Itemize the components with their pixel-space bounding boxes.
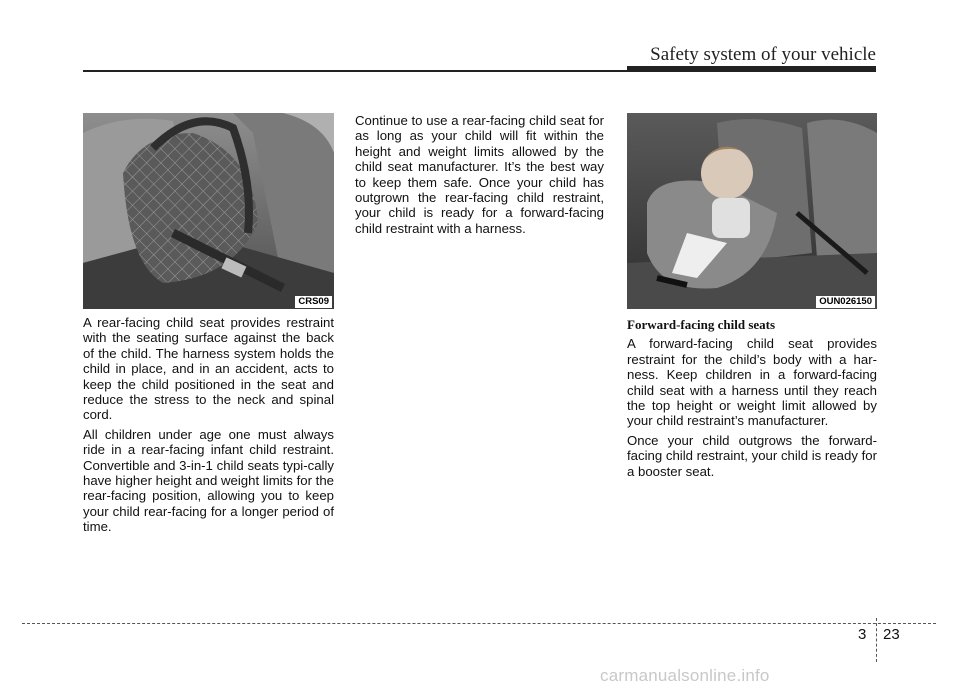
- page-number: 23: [883, 626, 900, 643]
- footer-divider: [22, 623, 936, 624]
- chapter-number: 3: [858, 626, 867, 643]
- watermark: carmanualsonline.info: [600, 666, 770, 685]
- figure-code-label: OUN026150: [816, 296, 875, 308]
- column-1: [83, 315, 334, 539]
- forward-facing-seat-illustration: [627, 113, 877, 309]
- paragraph: A forward-facing child seat provides restraint for the child’s body with a har-ness. Keep children in a forward-facing child seat with a harness until they reach the top height or weight limit allowed by your child restraint’s manufacturer.: [627, 336, 877, 429]
- section-title: Safety system of your vehicle: [650, 44, 876, 65]
- paragraph: Once your child outgrows the forward-facing child restraint, your child is ready for a booster seat.: [627, 432, 877, 479]
- column-3: [627, 317, 877, 483]
- paragraph: Continue to use a rear-facing child seat for as long as your child will fit within the height and weight limits allowed by the child seat manufacturer. It’s the best way to keep them safe. Once your child has outgrown the rear-facing child restraint, your child is ready for a forward-facing child restraint with a harness.: [355, 113, 604, 236]
- paragraph: All children under age one must always ride in a rear-facing infant child restraint. Convertible and 3-in-1 child seats typi-cally have higher height and weight limits for the rear-facing position, allowing you to keep your child rear-facing for a longer period of time.: [83, 426, 334, 535]
- header-rule-accent: [627, 66, 876, 72]
- footer-page-divider: [876, 618, 877, 662]
- paragraph: A rear-facing child seat provides restraint with the seating surface against the back of the child. The harness system holds the child in place, and in an accident, acts to keep the child positioned in the seat and reduce the stress to the neck and spinal cord.: [83, 315, 334, 423]
- rear-facing-seat-illustration: [83, 113, 334, 309]
- column-2: [355, 113, 604, 240]
- section-heading: Forward-facing child seats: [627, 317, 776, 332]
- figure-code-label: CRS09: [295, 296, 332, 308]
